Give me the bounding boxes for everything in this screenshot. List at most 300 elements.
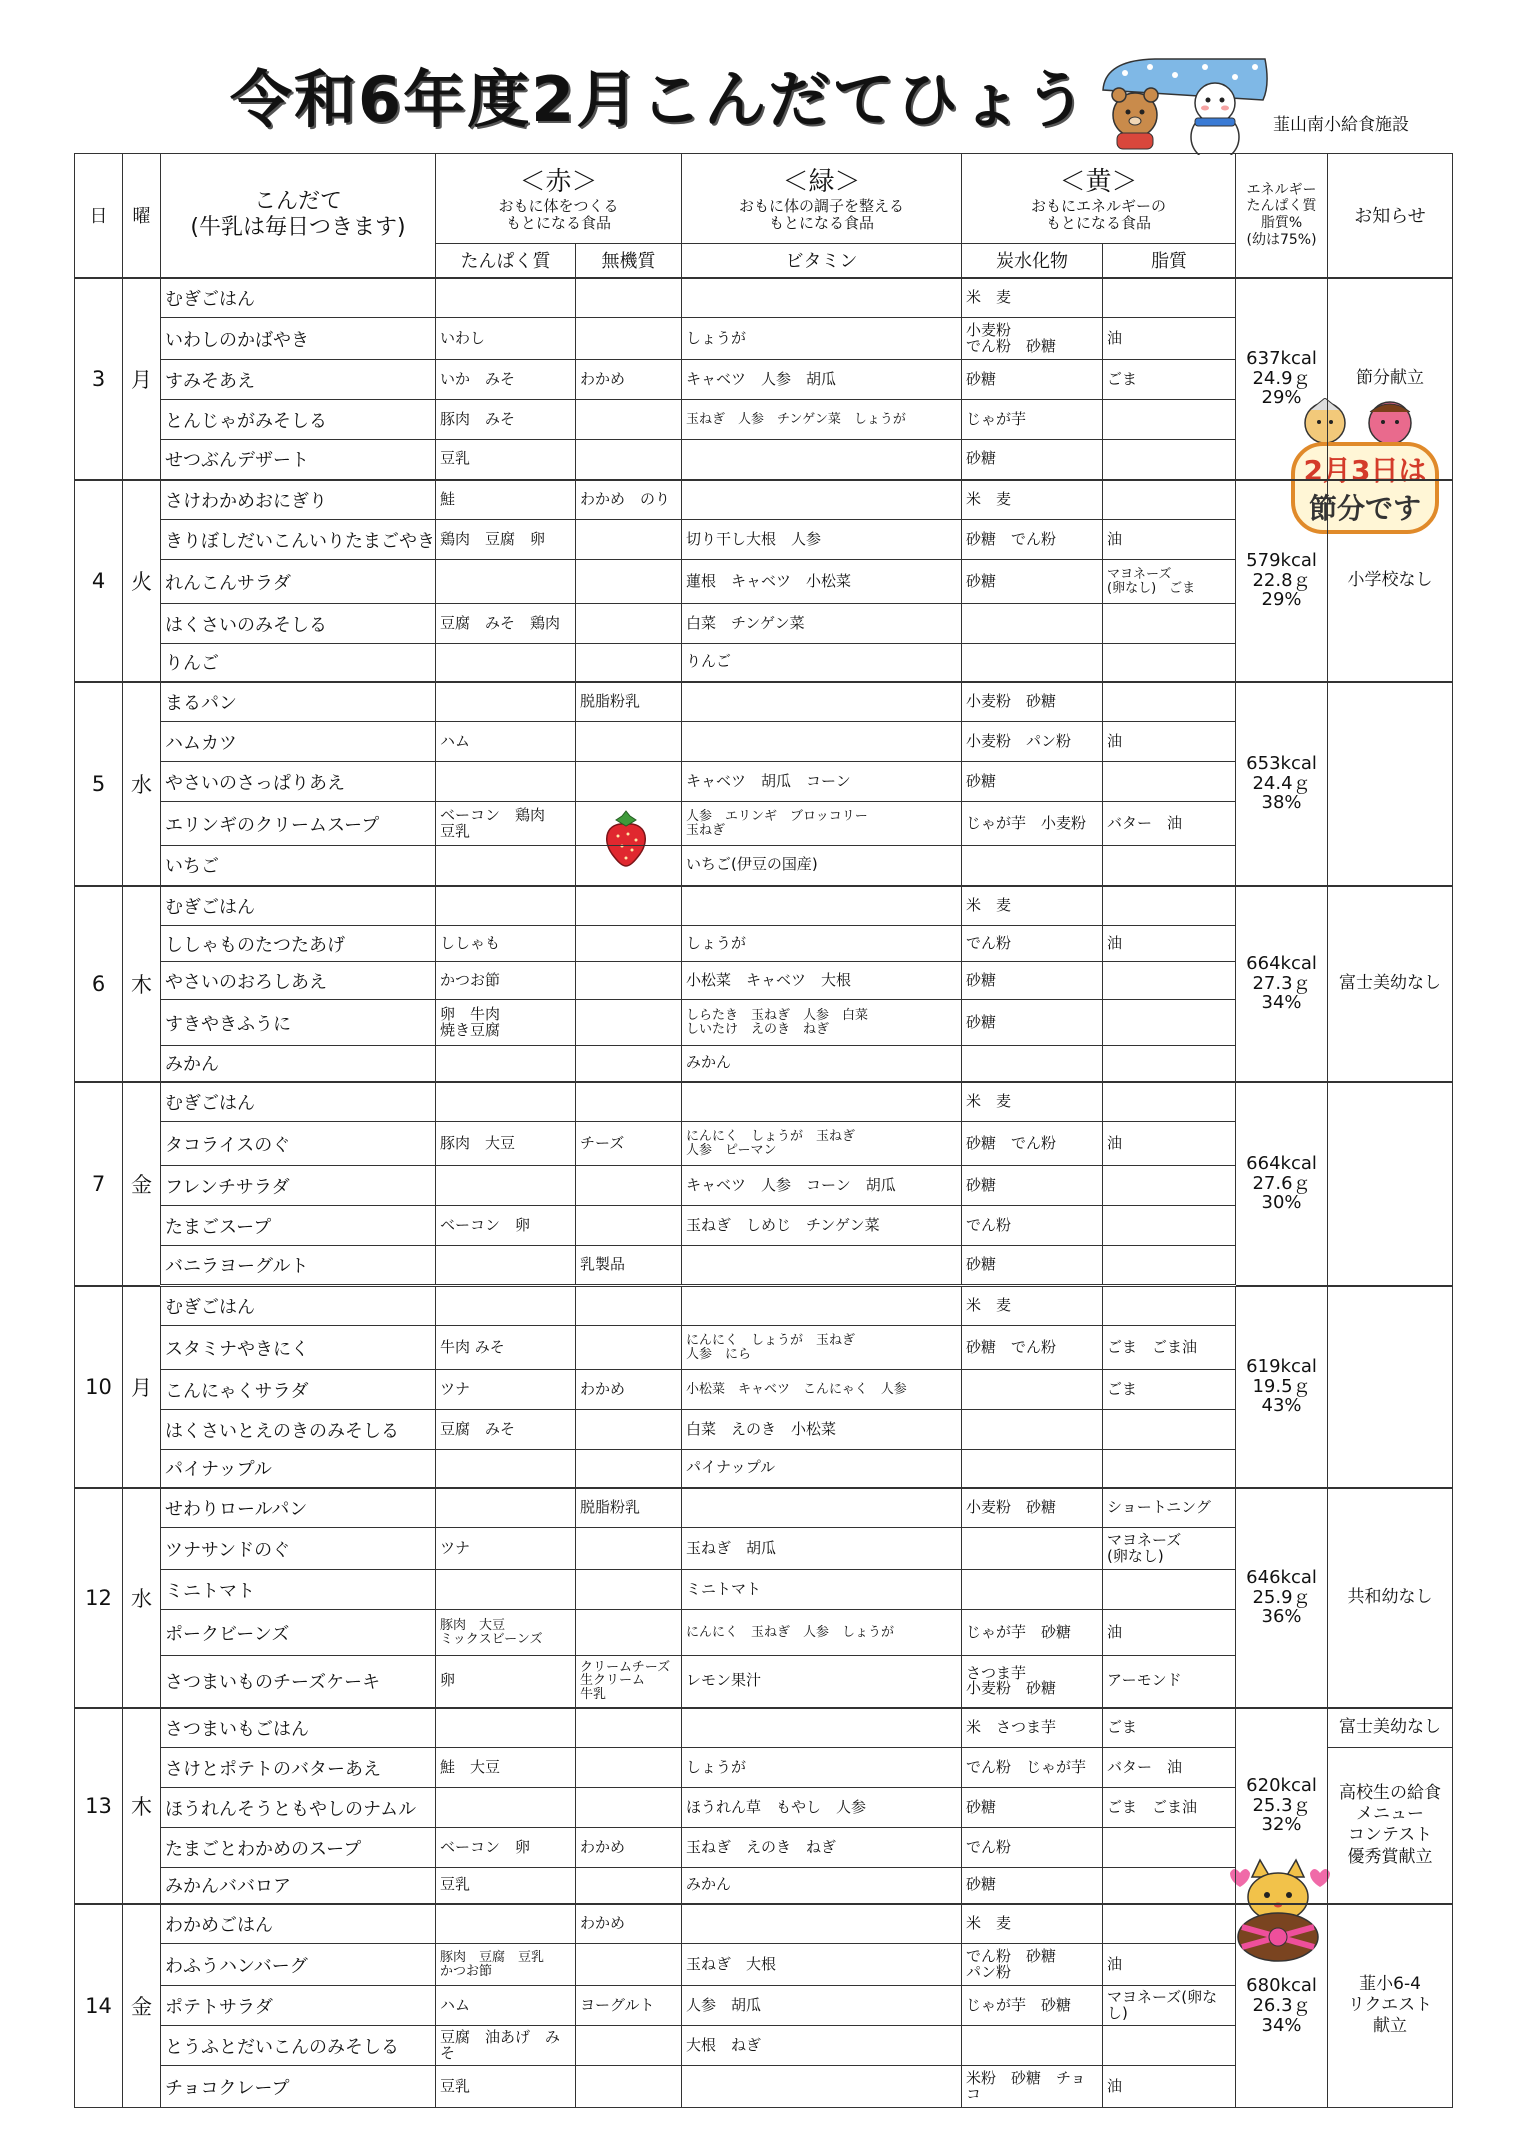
weekday: 金 <box>123 1904 161 2108</box>
ingredient-protein: かつお節 <box>436 962 576 1000</box>
dish-name: こんにゃくサラダ <box>161 1370 436 1410</box>
dish-name: むぎごはん <box>161 278 436 318</box>
ingredient-mineral <box>576 1166 682 1206</box>
ingredient-vitamin: しょうが <box>682 318 962 360</box>
dish-name: さつまいものチーズケーキ <box>161 1656 436 1708</box>
dish-name: ほうれんそうともやしのナムル <box>161 1788 436 1828</box>
dish-name: いわしのかばやき <box>161 318 436 360</box>
weekday: 水 <box>123 1488 161 1708</box>
ingredient-vitamin: 玉ねぎ しめじ チンゲン菜 <box>682 1206 962 1246</box>
ingredient-fat: ごま <box>1103 1370 1236 1410</box>
day-number: 14 <box>75 1904 123 2108</box>
ingredient-mineral: クリームチーズ 生クリーム 牛乳 <box>576 1656 682 1708</box>
ingredient-protein: ししゃも <box>436 926 576 962</box>
dish-name: ししゃものたつたあげ <box>161 926 436 962</box>
ingredient-vitamin <box>682 722 962 762</box>
header-menu-line1: こんだて <box>253 188 342 214</box>
header-green-title: ＜緑＞ <box>782 167 861 198</box>
header-red-desc2: もとになる食品 <box>506 214 612 233</box>
ingredient-protein: いわし <box>436 318 576 360</box>
ingredient-protein: ベーコン 卵 <box>436 1828 576 1868</box>
ingredient-vitamin: キャベツ 人参 胡瓜 <box>682 360 962 400</box>
ingredient-mineral: 脱脂粉乳 <box>576 1488 682 1528</box>
dish-name: さつまいもごはん <box>161 1708 436 1748</box>
ingredient-protein <box>436 886 576 926</box>
ingredient-vitamin: にんにく しょうが 玉ねぎ 人参 にら <box>682 1326 962 1370</box>
dish-name: とうふとだいこんのみそしる <box>161 2026 436 2066</box>
nutrition-kcal: 664kcal <box>1246 1152 1317 1174</box>
ingredient-fat <box>1103 1286 1236 1326</box>
setsubun-line2: 節分です <box>1308 492 1422 525</box>
nutrition-cell <box>1236 1708 1328 1904</box>
ingredient-carb <box>962 1528 1103 1570</box>
ingredient-carb <box>962 1046 1103 1082</box>
ingredient-fat: ごま <box>1103 1708 1236 1748</box>
ingredient-protein: 豆乳 <box>436 1868 576 1904</box>
table-row <box>75 682 1453 722</box>
dish-name: ハムカツ <box>161 722 436 762</box>
ingredient-protein: 鮭 大豆 <box>436 1748 576 1788</box>
table-row <box>75 1904 1453 1944</box>
ingredient-vitamin: キャベツ 胡瓜 コーン <box>682 762 962 802</box>
table-row <box>75 1082 1453 1122</box>
header-green-group <box>682 154 962 244</box>
notice-top: 富士美幼なし <box>1328 1708 1453 1748</box>
ingredient-fat <box>1103 682 1236 722</box>
nutrition-cell <box>1236 886 1328 1082</box>
dish-name: せつぶんデザート <box>161 440 436 480</box>
day-number: 5 <box>75 682 123 886</box>
ingredient-mineral: わかめ <box>576 1370 682 1410</box>
ingredient-fat <box>1103 644 1236 682</box>
ingredient-vitamin: パイナップル <box>682 1450 962 1488</box>
nutrition-protein: 27.6ｇ <box>1252 1172 1311 1194</box>
dish-name: みかん <box>161 1046 436 1082</box>
nutrition-kcal: 620kcal <box>1246 1774 1317 1796</box>
ingredient-protein: ハム <box>436 722 576 762</box>
dish-name: むぎごはん <box>161 886 436 926</box>
ingredient-vitamin: レモン果汁 <box>682 1656 962 1708</box>
ingredient-protein: 牛肉 みそ <box>436 1326 576 1370</box>
ingredient-protein: ベーコン 卵 <box>436 1206 576 1246</box>
ingredient-mineral <box>576 1570 682 1610</box>
nutrition-kcal: 653kcal <box>1246 752 1317 774</box>
ingredient-carb: 米 麦 <box>962 1082 1103 1122</box>
ingredient-carb: 砂糖 でん粉 <box>962 1326 1103 1370</box>
weekday: 木 <box>123 1708 161 1904</box>
ingredient-carb <box>962 644 1103 682</box>
dish-name: ミニトマト <box>161 1570 436 1610</box>
ingredient-protein <box>436 1046 576 1082</box>
ingredient-mineral: チーズ <box>576 1122 682 1166</box>
ingredient-vitamin: みかん <box>682 1868 962 1904</box>
dish-name: すきやきふうに <box>161 1000 436 1046</box>
dish-name: やさいのおろしあえ <box>161 962 436 1000</box>
nutrition-kcal: 619kcal <box>1246 1355 1317 1377</box>
ingredient-mineral <box>576 1326 682 1370</box>
ingredient-carb: 米 麦 <box>962 1904 1103 1944</box>
header-green-desc2: もとになる食品 <box>769 214 875 233</box>
ingredient-fat <box>1103 1206 1236 1246</box>
dish-name: ポテトサラダ <box>161 1986 436 2026</box>
dish-name: いちご <box>161 846 436 886</box>
dish-name: たまごとわかめのスープ <box>161 1828 436 1868</box>
ingredient-fat <box>1103 400 1236 440</box>
day-number: 12 <box>75 1488 123 1708</box>
nutrition-kcal: 646kcal <box>1246 1566 1317 1588</box>
ingredient-carb: 砂糖 でん粉 <box>962 520 1103 560</box>
ingredient-vitamin: ほうれん草 もやし 人参 <box>682 1788 962 1828</box>
ingredient-mineral <box>576 722 682 762</box>
dish-name: むぎごはん <box>161 1286 436 1326</box>
ingredient-protein <box>436 1904 576 1944</box>
header-vitamin: ビタミン <box>682 244 962 278</box>
dish-name: むぎごはん <box>161 1082 436 1122</box>
header-day: 日 <box>75 154 123 278</box>
ingredient-carb: じゃが芋 小麦粉 <box>962 802 1103 846</box>
header-yellow-desc2: もとになる食品 <box>1046 214 1152 233</box>
ingredient-carb: 米 麦 <box>962 1286 1103 1326</box>
ingredient-protein <box>436 1708 576 1748</box>
ingredient-mineral <box>576 886 682 926</box>
ingredient-carb: 米 麦 <box>962 480 1103 520</box>
dish-name: はくさいのみそしる <box>161 604 436 644</box>
nutrition-fat-pct: 34% <box>1261 992 1302 1014</box>
header-nutrition <box>1236 154 1328 278</box>
ingredient-protein: ツナ <box>436 1370 576 1410</box>
notice: 節分献立 <box>1328 278 1453 480</box>
ingredient-mineral <box>576 520 682 560</box>
nutrition-fat-pct: 43% <box>1261 1395 1302 1417</box>
nutrition-fat-pct: 29% <box>1261 589 1302 611</box>
ingredient-mineral <box>576 560 682 604</box>
ingredient-mineral: わかめ <box>576 1904 682 1944</box>
table-row <box>75 1488 1453 1528</box>
menu-table <box>74 153 1453 2108</box>
header-red-desc1: おもに体をつくる <box>498 197 619 216</box>
ingredient-protein: 鮭 <box>436 480 576 520</box>
ingredient-carb: でん粉 <box>962 926 1103 962</box>
ingredient-carb: 砂糖 <box>962 1000 1103 1046</box>
nutrition-protein: 24.4ｇ <box>1252 772 1311 794</box>
dish-name: フレンチサラダ <box>161 1166 436 1206</box>
ingredient-carb <box>962 1570 1103 1610</box>
ingredient-mineral <box>576 604 682 644</box>
dish-name: エリンギのクリームスープ <box>161 802 436 846</box>
ingredient-carb: 砂糖 <box>962 560 1103 604</box>
header-notice: お知らせ <box>1328 154 1453 278</box>
ingredient-carb: 砂糖 でん粉 <box>962 1122 1103 1166</box>
ingredient-vitamin: 人参 エリンギ ブロッコリー 玉ねぎ <box>682 802 962 846</box>
ingredient-protein: 豚肉 豆腐 豆乳 かつお節 <box>436 1944 576 1986</box>
dish-name: ツナサンドのぐ <box>161 1528 436 1570</box>
ingredient-carb: 砂糖 <box>962 1868 1103 1904</box>
ingredient-vitamin: にんにく しょうが 玉ねぎ 人参 ピーマン <box>682 1122 962 1166</box>
ingredient-protein <box>436 1488 576 1528</box>
header-yellow-group <box>962 154 1236 244</box>
ingredient-mineral <box>576 762 682 802</box>
nutrition-kcal: 664kcal <box>1246 952 1317 974</box>
nutrition-cell <box>1236 1286 1328 1488</box>
dish-name: さけとポテトのバターあえ <box>161 1748 436 1788</box>
ingredient-carb: 砂糖 <box>962 962 1103 1000</box>
nutrition-cell <box>1236 1904 1328 2108</box>
ingredient-fat: ショートニング <box>1103 1488 1236 1528</box>
ingredient-fat <box>1103 962 1236 1000</box>
ingredient-mineral <box>576 1528 682 1570</box>
weekday: 水 <box>123 682 161 886</box>
nutrition-cell <box>1236 1488 1328 1708</box>
ingredient-protein <box>436 1166 576 1206</box>
ingredient-vitamin <box>682 278 962 318</box>
ingredient-fat: マヨネーズ (卵なし) <box>1103 1528 1236 1570</box>
ingredient-vitamin <box>682 1904 962 1944</box>
ingredient-carb: じゃが芋 砂糖 <box>962 1986 1103 2026</box>
ingredient-fat <box>1103 1570 1236 1610</box>
ingredient-fat <box>1103 886 1236 926</box>
ingredient-protein <box>436 644 576 682</box>
ingredient-vitamin: 人参 胡瓜 <box>682 1986 962 2026</box>
day-number: 4 <box>75 480 123 682</box>
ingredient-fat <box>1103 1000 1236 1046</box>
dish-name: とんじゃがみそしる <box>161 400 436 440</box>
table-row <box>75 1708 1453 1748</box>
ingredient-vitamin <box>682 2066 962 2108</box>
ingredient-mineral <box>576 1788 682 1828</box>
nutrition-protein: 25.9ｇ <box>1252 1586 1311 1608</box>
ingredient-protein: 豚肉 大豆 ミックスビーンズ <box>436 1610 576 1656</box>
ingredient-fat: ごま ごま油 <box>1103 1326 1236 1370</box>
ingredient-protein: 豆乳 <box>436 2066 576 2108</box>
ingredient-protein: ツナ <box>436 1528 576 1570</box>
ingredient-vitamin: 玉ねぎ えのき ねぎ <box>682 1828 962 1868</box>
dish-name: ポークビーンズ <box>161 1610 436 1656</box>
ingredient-mineral <box>576 1206 682 1246</box>
ingredient-fat <box>1103 1082 1236 1122</box>
ingredient-vitamin <box>682 1286 962 1326</box>
table-row <box>75 886 1453 926</box>
ingredient-vitamin: キャベツ 人参 コーン 胡瓜 <box>682 1166 962 1206</box>
ingredient-mineral <box>576 278 682 318</box>
header-weekday: 曜 <box>123 154 161 278</box>
nutrition-cell <box>1236 480 1328 682</box>
ingredient-protein <box>436 278 576 318</box>
dish-name: れんこんサラダ <box>161 560 436 604</box>
ingredient-carb: 小麦粉 砂糖 <box>962 682 1103 722</box>
ingredient-carb: 米 麦 <box>962 278 1103 318</box>
ingredient-mineral <box>576 1708 682 1748</box>
day-number: 7 <box>75 1082 123 1286</box>
ingredient-protein: ハム <box>436 1986 576 2026</box>
dish-name: やさいのさっぱりあえ <box>161 762 436 802</box>
snowman-bear-illustration <box>1095 55 1270 155</box>
ingredient-mineral <box>576 1410 682 1450</box>
dish-name: たまごスープ <box>161 1206 436 1246</box>
ingredient-mineral <box>576 1944 682 1986</box>
dish-name: さけわかめおにぎり <box>161 480 436 520</box>
ingredient-fat: 油 <box>1103 1122 1236 1166</box>
ingredient-carb: 砂糖 <box>962 762 1103 802</box>
ingredient-vitamin: にんにく 玉ねぎ 人参 しょうが <box>682 1610 962 1656</box>
header-menu-line2: (牛乳は毎日つきます) <box>190 215 406 241</box>
dish-name: きりぼしだいこんいりたまごやき <box>161 520 436 560</box>
header-carb: 炭水化物 <box>962 244 1103 278</box>
ingredient-vitamin: 白菜 チンゲン菜 <box>682 604 962 644</box>
ingredient-vitamin <box>682 1082 962 1122</box>
ingredient-vitamin <box>682 886 962 926</box>
ingredient-fat <box>1103 2026 1236 2066</box>
ingredient-mineral <box>576 962 682 1000</box>
ingredient-protein: 豆腐 みそ <box>436 1410 576 1450</box>
ingredient-protein <box>436 1788 576 1828</box>
ingredient-mineral: 乳製品 <box>576 1246 682 1286</box>
ingredient-carb: でん粉 <box>962 1206 1103 1246</box>
nutrition-cell <box>1236 682 1328 886</box>
day-number: 13 <box>75 1708 123 1904</box>
ingredient-protein <box>436 1246 576 1286</box>
ingredient-mineral <box>576 1450 682 1488</box>
nutrition-kcal: 680kcal <box>1246 1975 1317 1997</box>
ingredient-mineral <box>576 1748 682 1788</box>
ingredient-protein <box>436 1082 576 1122</box>
dish-name: バニラヨーグルト <box>161 1246 436 1286</box>
ingredient-vitamin <box>682 1246 962 1286</box>
ingredient-vitamin: みかん <box>682 1046 962 1082</box>
ingredient-vitamin: 玉ねぎ 人参 チンゲン菜 しょうが <box>682 400 962 440</box>
ingredient-vitamin: 蓮根 キャベツ 小松菜 <box>682 560 962 604</box>
ingredient-carb: 米粉 砂糖 チョコ <box>962 2066 1103 2108</box>
ingredient-protein <box>436 1286 576 1326</box>
ingredient-carb <box>962 1450 1103 1488</box>
ingredient-fat: 油 <box>1103 520 1236 560</box>
menu-body <box>75 278 1453 2108</box>
nutrition-fat-pct: 30% <box>1261 1192 1302 1214</box>
table-row <box>75 278 1453 318</box>
ingredient-fat: 油 <box>1103 2066 1236 2108</box>
ingredient-fat <box>1103 278 1236 318</box>
header-green-desc1: おもに体の調子を整える <box>739 197 905 216</box>
ingredient-carb: 砂糖 <box>962 1246 1103 1286</box>
ingredient-vitamin: 大根 ねぎ <box>682 2026 962 2066</box>
ingredient-fat: 油 <box>1103 1944 1236 1986</box>
ingredient-mineral <box>576 644 682 682</box>
ingredient-mineral <box>576 1286 682 1326</box>
dish-name: せわりロールパン <box>161 1488 436 1528</box>
page-title: 令和6年度2月こんだてひょう <box>230 63 1089 136</box>
notice: 富士美幼なし <box>1328 886 1453 1082</box>
ingredient-carb: 砂糖 <box>962 440 1103 480</box>
ingredient-vitamin: 切り干し大根 人参 <box>682 520 962 560</box>
header-mineral: 無機質 <box>576 244 682 278</box>
ingredient-fat: ごま ごま油 <box>1103 1788 1236 1828</box>
day-number: 3 <box>75 278 123 480</box>
ingredient-protein: いか みそ <box>436 360 576 400</box>
ingredient-carb: 砂糖 <box>962 1166 1103 1206</box>
ingredient-fat: ごま <box>1103 360 1236 400</box>
nutrition-cell <box>1236 1082 1328 1286</box>
ingredient-carb <box>962 846 1103 886</box>
ingredient-carb <box>962 2026 1103 2066</box>
ingredient-protein: 鶏肉 豆腐 卵 <box>436 520 576 560</box>
ingredient-fat: 油 <box>1103 926 1236 962</box>
ingredient-carb: 小麦粉 でん粉 砂糖 <box>962 318 1103 360</box>
header-menu <box>161 154 436 278</box>
ingredient-mineral <box>576 440 682 480</box>
ingredient-fat <box>1103 440 1236 480</box>
ingredient-mineral: 脱脂粉乳 <box>576 682 682 722</box>
ingredient-fat <box>1103 1046 1236 1082</box>
header-nutrition-4: (幼は75%) <box>1246 232 1317 249</box>
nutrition-fat-pct: 38% <box>1261 792 1302 814</box>
ingredient-fat <box>1103 1410 1236 1450</box>
ingredient-protein: 卵 牛肉 焼き豆腐 <box>436 1000 576 1046</box>
ingredient-protein <box>436 1570 576 1610</box>
header-yellow-title: ＜黄＞ <box>1059 167 1138 198</box>
ingredient-carb: じゃが芋 砂糖 <box>962 1610 1103 1656</box>
ingredient-carb: 砂糖 <box>962 1788 1103 1828</box>
ingredient-carb: 小麦粉 砂糖 <box>962 1488 1103 1528</box>
ingredient-vitamin: ミニトマト <box>682 1570 962 1610</box>
ingredient-vitamin: しらたき 玉ねぎ 人参 白菜 しいたけ えのき ねぎ <box>682 1000 962 1046</box>
ingredient-vitamin: いちご(伊豆の国産) <box>682 846 962 886</box>
ingredient-mineral <box>576 318 682 360</box>
ingredient-mineral <box>576 1046 682 1082</box>
ingredient-protein <box>436 682 576 722</box>
ingredient-vitamin: 小松菜 キャベツ 大根 <box>682 962 962 1000</box>
ingredient-fat <box>1103 1246 1236 1286</box>
ingredient-protein: 豚肉 みそ <box>436 400 576 440</box>
ingredient-fat: アーモンド <box>1103 1656 1236 1708</box>
dish-name: わかめごはん <box>161 1904 436 1944</box>
nutrition-kcal: 579kcal <box>1246 549 1317 571</box>
ingredient-protein <box>436 762 576 802</box>
weekday: 火 <box>123 480 161 682</box>
nutrition-protein: 26.3ｇ <box>1252 1994 1311 2016</box>
ingredient-fat: 油 <box>1103 1610 1236 1656</box>
ingredient-mineral <box>576 926 682 962</box>
table-row <box>75 480 1453 520</box>
header-nutrition-1: エネルギー <box>1246 181 1317 198</box>
dish-name: まるパン <box>161 682 436 722</box>
ingredient-carb: でん粉 <box>962 1828 1103 1868</box>
ingredient-carb <box>962 1370 1103 1410</box>
ingredient-fat <box>1103 1868 1236 1904</box>
dish-name: タコライスのぐ <box>161 1122 436 1166</box>
ingredient-mineral: わかめ <box>576 360 682 400</box>
nutrition-fat-pct: 32% <box>1261 1814 1302 1836</box>
ingredient-vitamin: 小松菜 キャベツ こんにゃく 人参 <box>682 1370 962 1410</box>
ingredient-mineral: わかめ <box>576 1828 682 1868</box>
notice: 共和幼なし <box>1328 1488 1453 1708</box>
ingredient-fat <box>1103 1450 1236 1488</box>
ingredient-vitamin <box>682 440 962 480</box>
ingredient-carb: でん粉 砂糖 パン粉 <box>962 1944 1103 1986</box>
ingredient-vitamin: しょうが <box>682 1748 962 1788</box>
ingredient-mineral <box>576 1868 682 1904</box>
nutrition-fat-pct: 34% <box>1261 2014 1302 2036</box>
ingredient-carb <box>962 1410 1103 1450</box>
ingredient-protein: 豆腐 油あげ みそ <box>436 2026 576 2066</box>
ingredient-fat: マヨネーズ(卵なし) <box>1103 1986 1236 2026</box>
nutrition-fat-pct: 29% <box>1261 387 1302 409</box>
ingredient-vitamin <box>682 1708 962 1748</box>
notice <box>1328 1082 1453 1286</box>
nutrition-fat-pct: 36% <box>1261 1606 1302 1628</box>
ingredient-mineral: ヨーグルト <box>576 1986 682 2026</box>
nutrition-protein: 19.5ｇ <box>1252 1375 1311 1397</box>
ingredient-carb: 米 さつま芋 <box>962 1708 1103 1748</box>
ingredient-protein: ベーコン 鶏肉 豆乳 <box>436 802 576 846</box>
